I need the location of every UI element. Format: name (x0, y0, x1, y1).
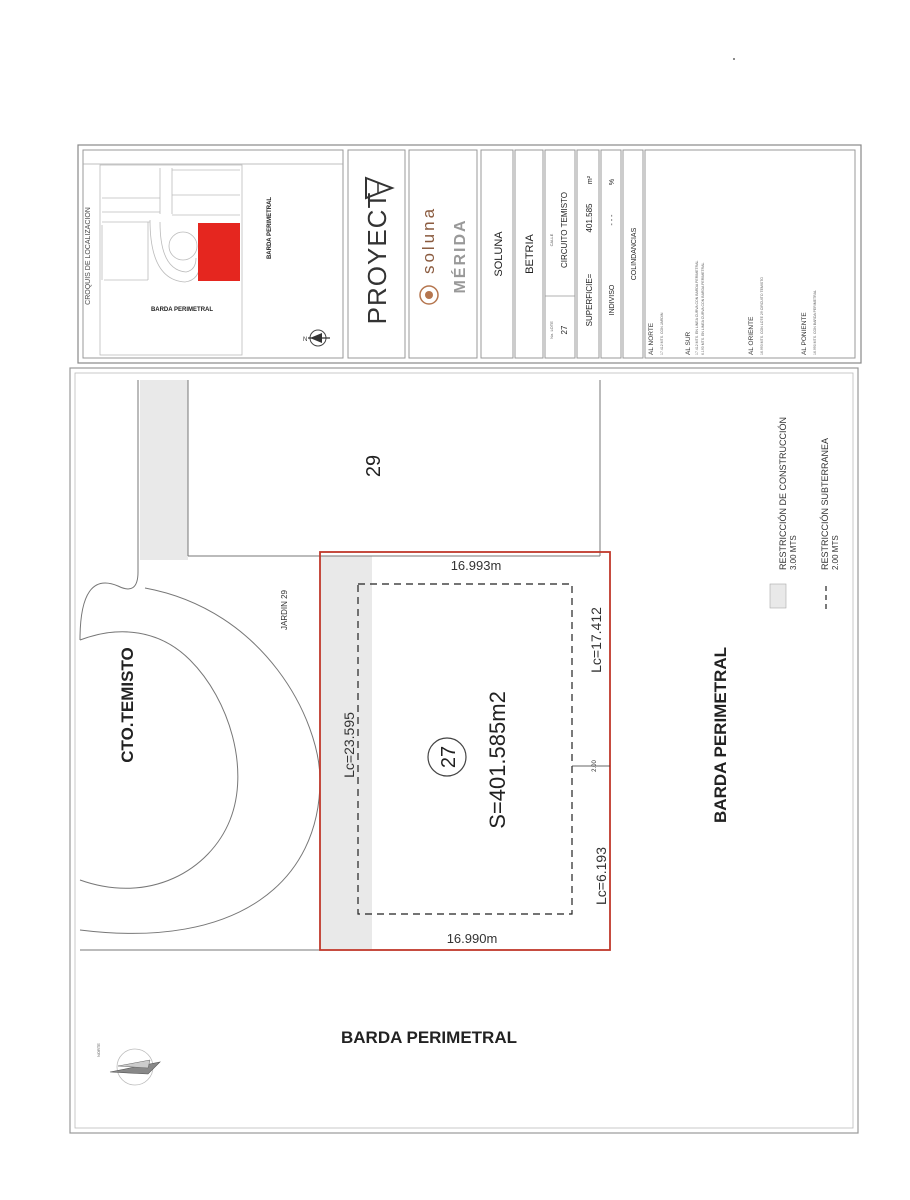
norte-text: 17.412 MTS. CON JARDIN (660, 312, 664, 355)
oriente-title: AL ORIENTE (748, 316, 755, 355)
site-plan (70, 368, 858, 1133)
colindancias-panel (623, 150, 855, 358)
locator-wall-label-bottom: BARDA PERIMETRAL (150, 307, 214, 313)
sur-text-1: 17.412 MTS. EN LINEA CURVA CON BARDA PERIMETRAL (695, 260, 699, 355)
restriction-strip-road (140, 380, 188, 560)
locator-title: CROQUIS DE LOCALIZACION (85, 207, 92, 305)
poniente-text: 16.990 MTS. CON BARDA PERIMETRAL (813, 290, 817, 355)
lot-label: No. LOTE (549, 321, 554, 339)
lot-info-column (481, 150, 621, 358)
legend-construction-title: RESTRICCIÓN DE CONSTRUCCIÓN (778, 416, 788, 570)
area-value: 401.585 (585, 203, 594, 233)
lc-left-top: Lc=17.412 (588, 607, 604, 673)
street-name: CTO.TEMISTO (118, 647, 137, 763)
street-label: CALLE (549, 233, 554, 247)
norte-title: AL NORTE (648, 322, 655, 355)
lc-left-bottom: Lc=6.193 (593, 847, 609, 905)
setback-dimension: 2.00 (592, 760, 598, 772)
wall-label-left: BARDA PERIMETRAL (341, 1028, 517, 1047)
soluna-logo: soluna (419, 205, 438, 275)
locator-highlight-lot (198, 223, 240, 281)
oriente-text: 16.993 MTS. CON LOTE 29 CIRCUITO TEMISTO (760, 277, 764, 355)
dim-bottom: 16.990m (446, 931, 498, 946)
indiviso-label: INDIVISO (609, 284, 616, 316)
lot-number: 27 (438, 745, 460, 769)
scan-dot (733, 58, 735, 60)
indiviso-unit: % (609, 178, 616, 186)
title-block (78, 145, 861, 363)
lc-right: Lc=23.595 (341, 712, 357, 778)
legend (770, 417, 840, 610)
area-unit: m² (587, 175, 594, 185)
north-arrow-icon (110, 1049, 160, 1085)
indiviso-value: - - - (609, 214, 616, 226)
merida-label: MÉRIDA (452, 218, 469, 294)
locator-wall-label-right: BARDA PERIMETRAL (267, 196, 273, 260)
north-label: NORTE (96, 1043, 101, 1057)
proyecta-logo-cell (348, 150, 405, 358)
underground-setback-outline (358, 584, 572, 914)
area-label: SUPERFICIE= (585, 273, 594, 327)
legend-underground-value: 2.00 MTS (831, 535, 840, 570)
soluna-logo-cell (409, 150, 477, 358)
lot-value: 27 (560, 325, 569, 335)
development-name: SOLUNA (493, 231, 505, 277)
legend-underground-title: RESTRICCIÓN SUBTERRANEA (820, 437, 830, 570)
proyecta-logo: PROYECT (362, 191, 392, 325)
sur-text-2: 6.193 MTS. EN LINEA CURVA CON BARDA PERIMETRAL (701, 262, 705, 355)
sur-title: AL SUR (685, 331, 692, 355)
stage-name: BETRIA (524, 234, 536, 274)
garden-label: JARDIN 29 (280, 589, 289, 631)
colindancias-title: COLINDANCIAS (631, 227, 638, 281)
street-value: CIRCUITO TEMISTO (560, 191, 569, 269)
poniente-title: AL PONIENTE (801, 312, 808, 355)
wall-label-lower: BARDA PERIMETRAL (711, 647, 730, 823)
neighbor-lot-29: 29 (363, 454, 385, 478)
lot-area: S=401.585m2 (485, 691, 510, 829)
locator-north-label: N (303, 337, 308, 343)
legend-construction-swatch (770, 584, 786, 608)
legend-construction-value: 3.00 MTS (789, 535, 798, 570)
dim-top: 16.993m (450, 558, 502, 573)
locator-panel (83, 150, 343, 358)
